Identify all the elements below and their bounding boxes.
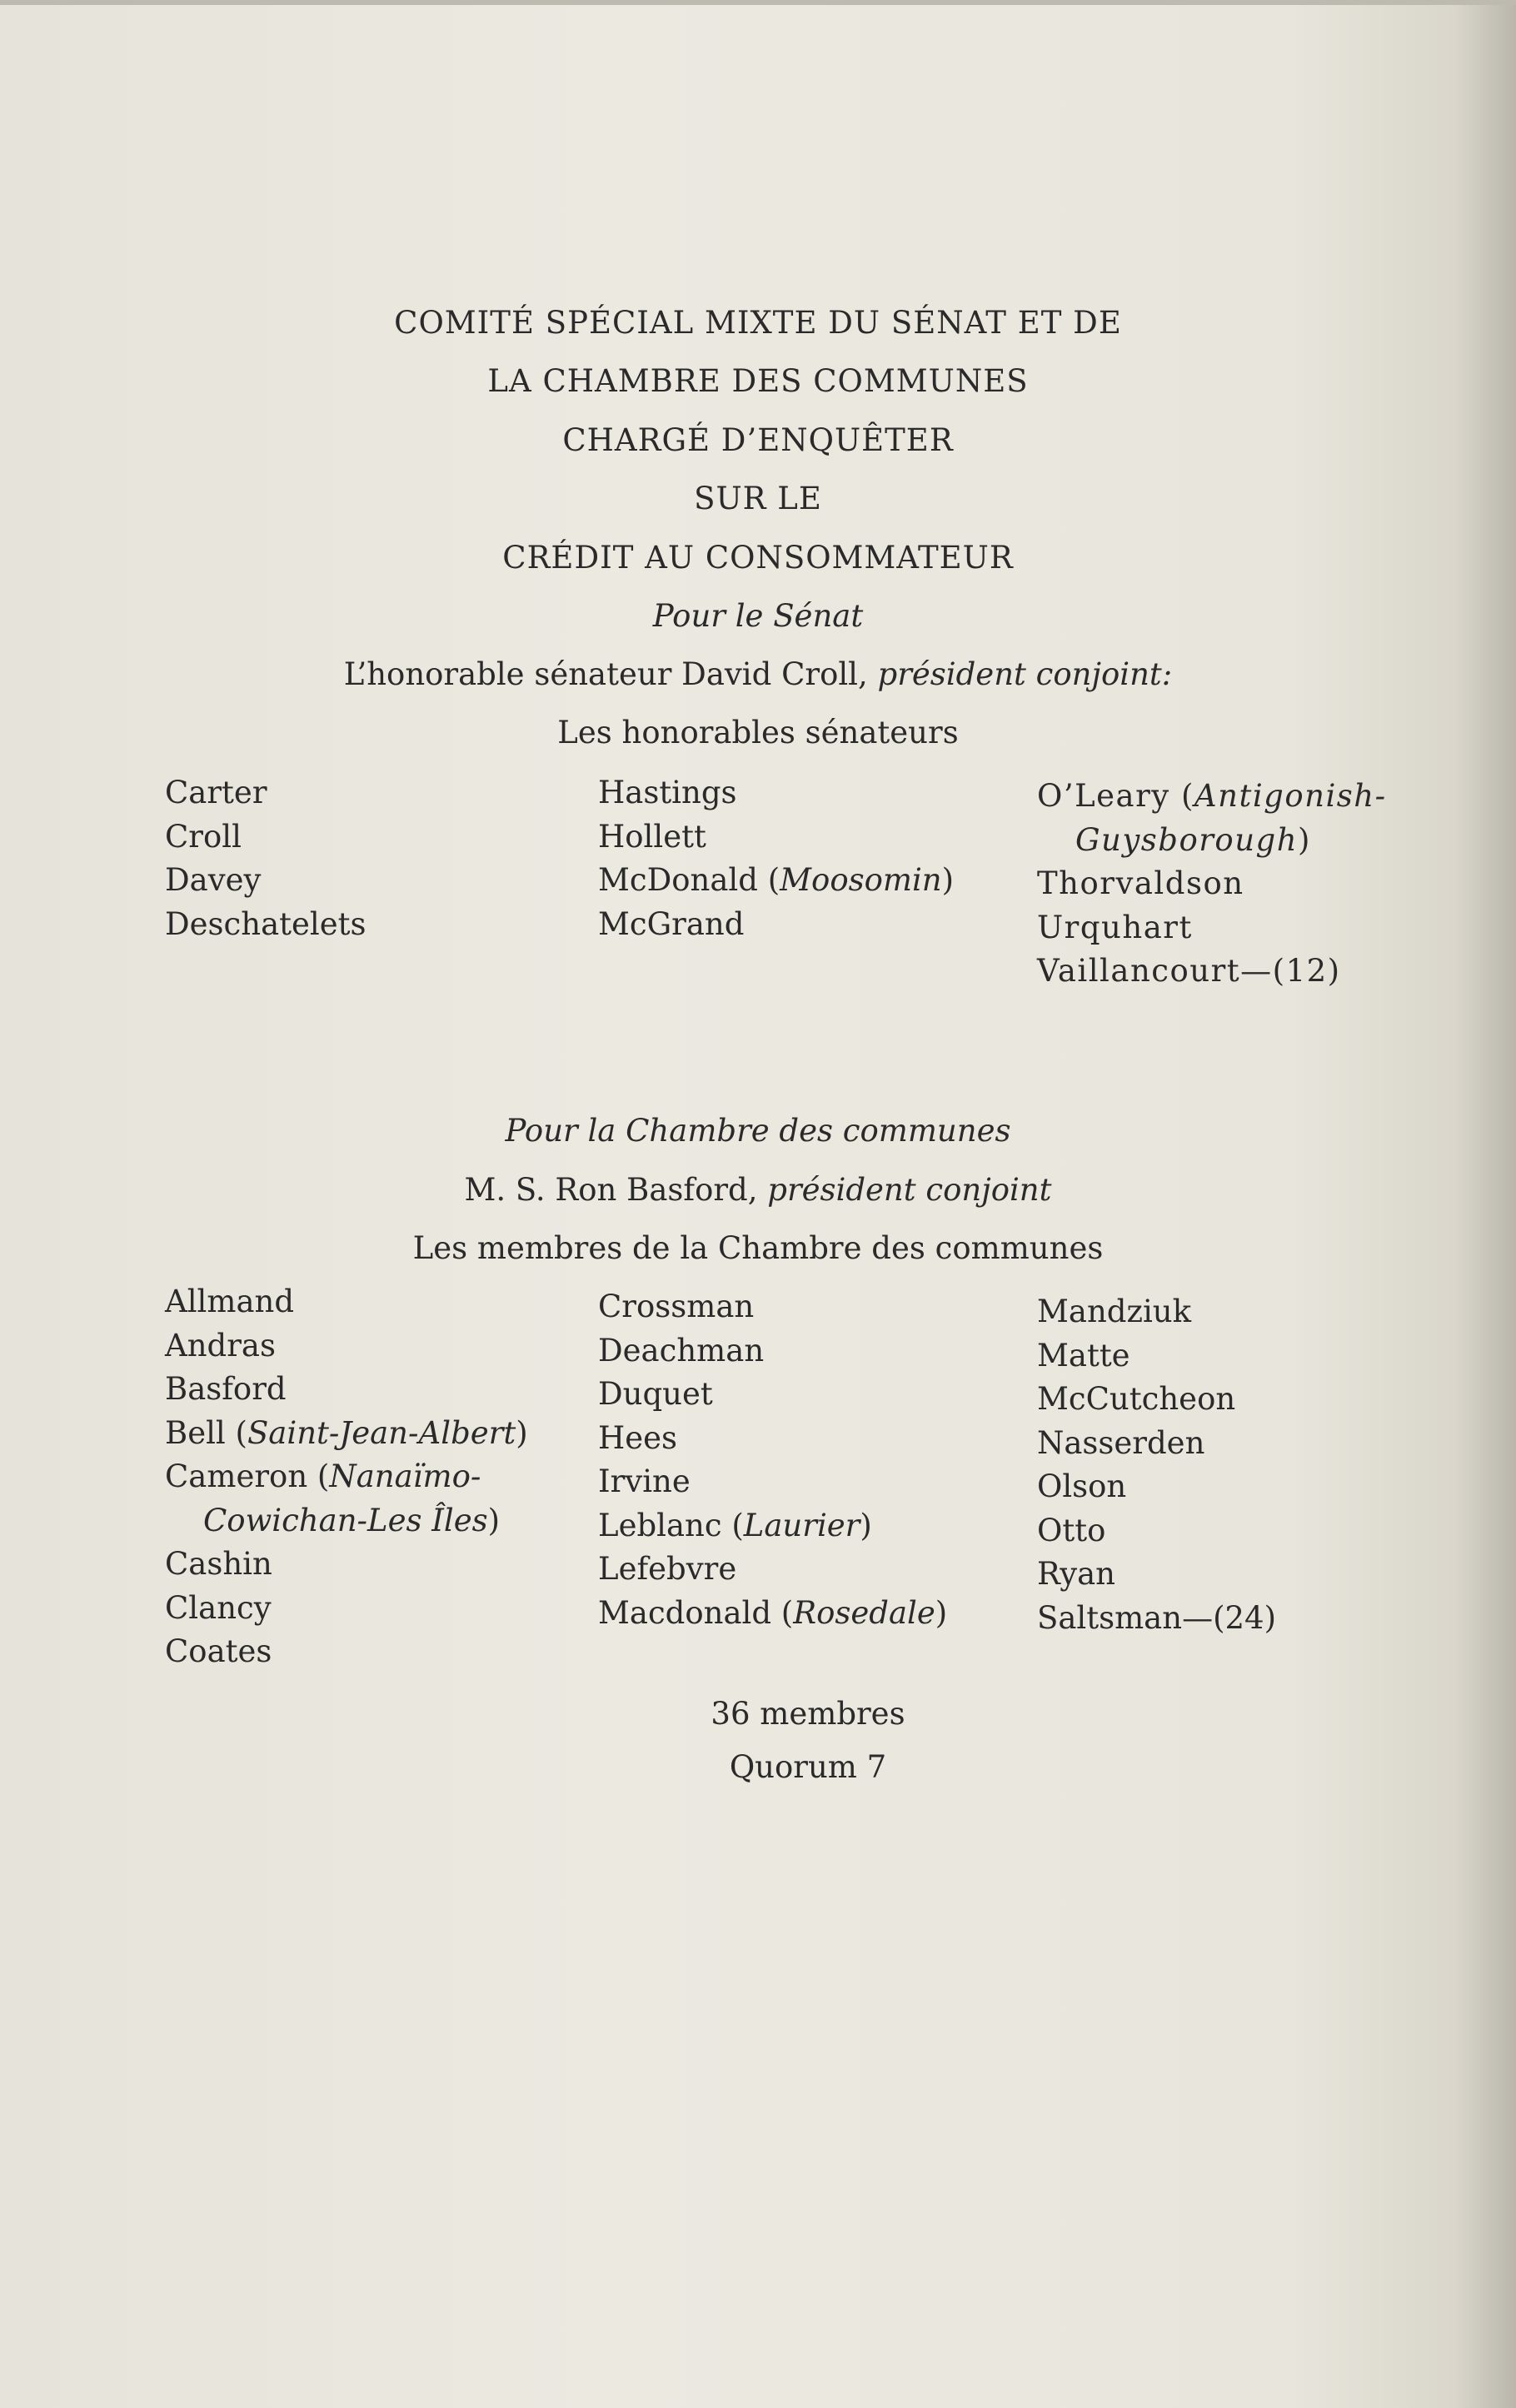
commons-chair-name: M. S. Ron Basford, [464, 1172, 768, 1208]
title-line-3: CHARGÉ D’ENQUÊTER [562, 422, 954, 458]
commons-column-3 [1037, 1290, 1276, 1640]
list-item [165, 1455, 528, 1499]
list-item: Lefebvre [598, 1551, 737, 1587]
member-riding: Nanaïmo- [329, 1458, 481, 1494]
member-name: Macdonald ( [598, 1594, 794, 1631]
member-name: Cameron ( [165, 1458, 330, 1494]
member-name: Leblanc ( [598, 1507, 744, 1543]
commons-column-2 [598, 1285, 947, 1635]
title-line-1: COMITÉ SPÉCIAL MIXTE DU SÉNAT ET DE [394, 305, 1122, 341]
commons-chair [0, 1172, 1516, 1208]
list-item: Hollett [598, 818, 706, 855]
senate-column-3 [1037, 775, 1387, 994]
member-name: McDonald ( [598, 862, 780, 898]
list-item: Leblanc (Laurier) [598, 1507, 872, 1543]
senate-column-1 [165, 771, 367, 946]
member-riding: Cowichan-Les Îles [203, 1502, 488, 1538]
commons-members-heading: Les membres de la Chambre des communes [412, 1230, 1104, 1266]
list-item: Duquet [598, 1376, 713, 1412]
list-item: Ryan [1037, 1556, 1115, 1592]
list-item: Hees [598, 1419, 678, 1456]
list-item: Crossman [598, 1289, 755, 1324]
member-riding: Saint-Jean-Albert [247, 1414, 516, 1451]
member-riding: Guysborough [1075, 821, 1299, 858]
list-item: Vaillancourt—(12) [1037, 953, 1341, 989]
list-item: Croll [165, 818, 242, 855]
senate-chair [0, 656, 1516, 692]
senate-chair-role: président conjoint: [877, 656, 1173, 692]
list-item: Deachman [598, 1332, 765, 1369]
list-item: Otto [1037, 1512, 1106, 1548]
title-line-2: LA CHAMBRE DES COMMUNES [487, 363, 1029, 399]
list-item: Thorvaldson [1037, 865, 1244, 901]
list-item: McDonald (Moosomin) [598, 862, 955, 898]
list-item: Clancy [165, 1589, 272, 1626]
list-item: Cowichan-Les Îles) [203, 1502, 501, 1538]
list-item: Allmand [165, 1284, 295, 1319]
list-item: Andras [165, 1327, 276, 1364]
list-item: Cashin [165, 1546, 272, 1582]
list-item: Irvine [598, 1463, 691, 1499]
member-name: Bell ( [165, 1414, 247, 1451]
list-item: Bell (Saint-Jean-Albert) [165, 1414, 528, 1451]
list-item: Olson [1037, 1468, 1127, 1504]
member-riding: Moosomin [780, 862, 942, 898]
list-item: Urquhart [1037, 909, 1193, 945]
list-item: Coates [165, 1633, 272, 1669]
list-item: Davey [165, 862, 262, 898]
senate-column-2 [598, 771, 954, 946]
commons-heading: Pour la Chambre des communes [505, 1113, 1011, 1149]
member-riding: Laurier [743, 1507, 860, 1543]
member-riding: Antigonish- [1194, 778, 1387, 814]
list-item: Deschatelets [165, 905, 367, 942]
senate-chair-name: L’honorable sénateur David Croll, [343, 656, 878, 692]
members-total: 36 membres [711, 1696, 905, 1732]
quorum: Quorum 7 [729, 1749, 887, 1785]
list-item: McCutcheon [1037, 1381, 1236, 1417]
list-item: Mandziuk [1037, 1294, 1192, 1329]
title-line-5: CRÉDIT AU CONSOMMATEUR [502, 540, 1014, 576]
senate-heading: Pour le Sénat [652, 598, 864, 634]
list-item: Macdonald (Rosedale) [598, 1594, 948, 1631]
list-item: Carter [165, 775, 267, 810]
member-riding: Rosedale [793, 1594, 935, 1631]
list-item: Matte [1037, 1337, 1130, 1374]
commons-column-1 [165, 1280, 528, 1674]
commons-chair-role: président conjoint [767, 1172, 1052, 1208]
list-item: Guysborough) [1075, 821, 1311, 858]
page-top-edge [0, 0, 1516, 5]
list-item [1037, 775, 1387, 819]
title-line-4: SUR LE [694, 481, 822, 516]
list-item: Basford [165, 1371, 287, 1407]
senate-members-heading: Les honorables sénateurs [557, 715, 959, 750]
list-item: Hastings [598, 775, 737, 810]
member-name: O’Leary ( [1037, 778, 1194, 814]
list-item: Saltsman—(24) [1037, 1599, 1277, 1636]
list-item: Nasserden [1037, 1424, 1205, 1461]
list-item: McGrand [598, 905, 745, 942]
